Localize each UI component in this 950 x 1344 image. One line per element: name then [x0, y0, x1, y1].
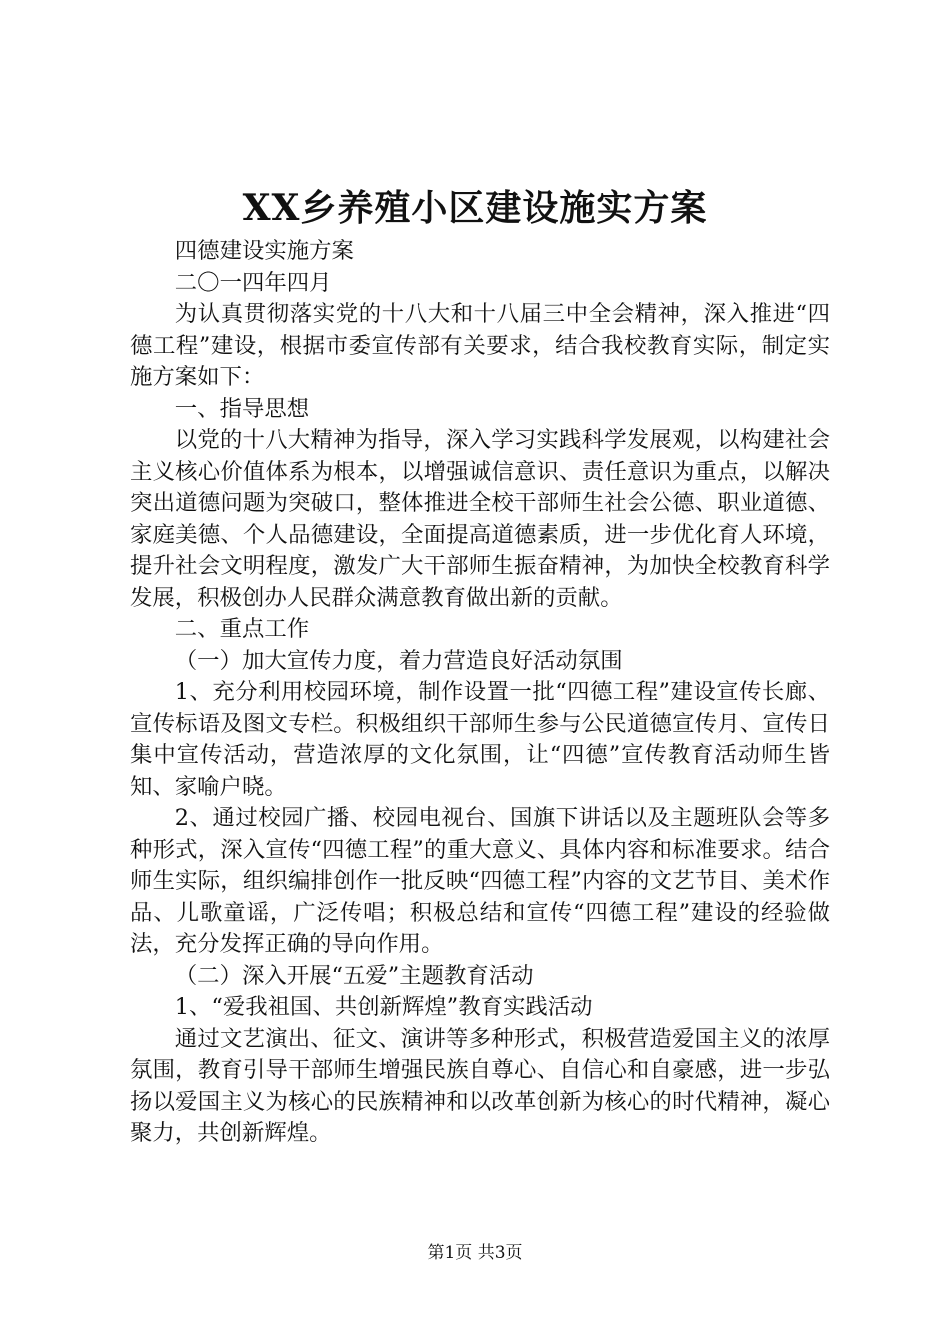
subsection-heading-publicity: （一）加大宣传力度，着力营造良好活动氛围 — [174, 647, 623, 674]
paragraph-guiding-ideology: 以党的十八大精神为指导，深入学习实践科学发展观，以构建社会主义核心价值体系为根本，以增强诚信意识、责任意识为重点，以解决突出道德问题为突破口，整体推进全校干部师生社会公德、职业道德、家庭美德、个人品德建设，全面提高道德素质，进一步优化育人环境，提升社会文明程度，激发广大干部师生振奋精神，为加快全校教育科学发展，积极创办人民群众满意教育做出新的贡献。 — [130, 427, 830, 611]
page-number-footer: 第1页 共3页 — [427, 1243, 523, 1263]
paragraph-item-1: 1、充分利用校园环境，制作设置一批“四德工程”建设宣传长廊、宣传标语及图文专栏。积极组织干部师生参与公民道德宣传月、宣传日集中宣传活动，营造浓厚的文化氛围，让“四德”宣传教育活动师生皆知、家喻户晓。 — [130, 679, 830, 800]
document-body — [130, 236, 830, 1150]
paragraph-subtitle: 四德建设实施方案 — [174, 238, 354, 264]
paragraph-date: 二〇一四年四月 — [174, 269, 332, 296]
paragraph-activity-heading: 1、“爱我祖国、共创新辉煌”教育实践活动 — [174, 994, 593, 1020]
paragraph-activity-body: 通过文艺演出、征文、演讲等多种形式，积极营造爱国主义的浓厚氛围，教育引导干部师生增强民族自尊心、自信心和自豪感，进一步弘扬以爱国主义为核心的民族精神和以改革创新为核心的时代精神，凝心聚力，共创新辉煌。 — [130, 1025, 830, 1146]
document-title: XX乡养殖小区建设施实方案 — [242, 187, 708, 229]
section-heading-guiding-ideology: 一、指导思想 — [174, 395, 310, 422]
paragraph-item-2: 2、通过校园广播、校园电视台、国旗下讲话以及主题班队会等多种形式，深入宣传“四德工程”的重大意义、具体内容和标准要求。结合师生实际，组织编排创作一批反映“四德工程”内容的文艺节目、美术作品、儿歌童谣，广泛传唱；积极总结和宣传“四德工程”建设的经验做法，充分发挥正确的导向作用。 — [130, 805, 830, 957]
subsection-heading-five-loves: （二）深入开展“五爱”主题教育活动 — [174, 962, 534, 989]
section-heading-key-work: 二、重点工作 — [174, 616, 310, 642]
paragraph-intro: 为认真贯彻落实党的十八大和十八届三中全会精神，深入推进“四德工程”建设，根据市委宣传部有关要求，结合我校教育实际，制定实施方案如下： — [130, 301, 830, 390]
